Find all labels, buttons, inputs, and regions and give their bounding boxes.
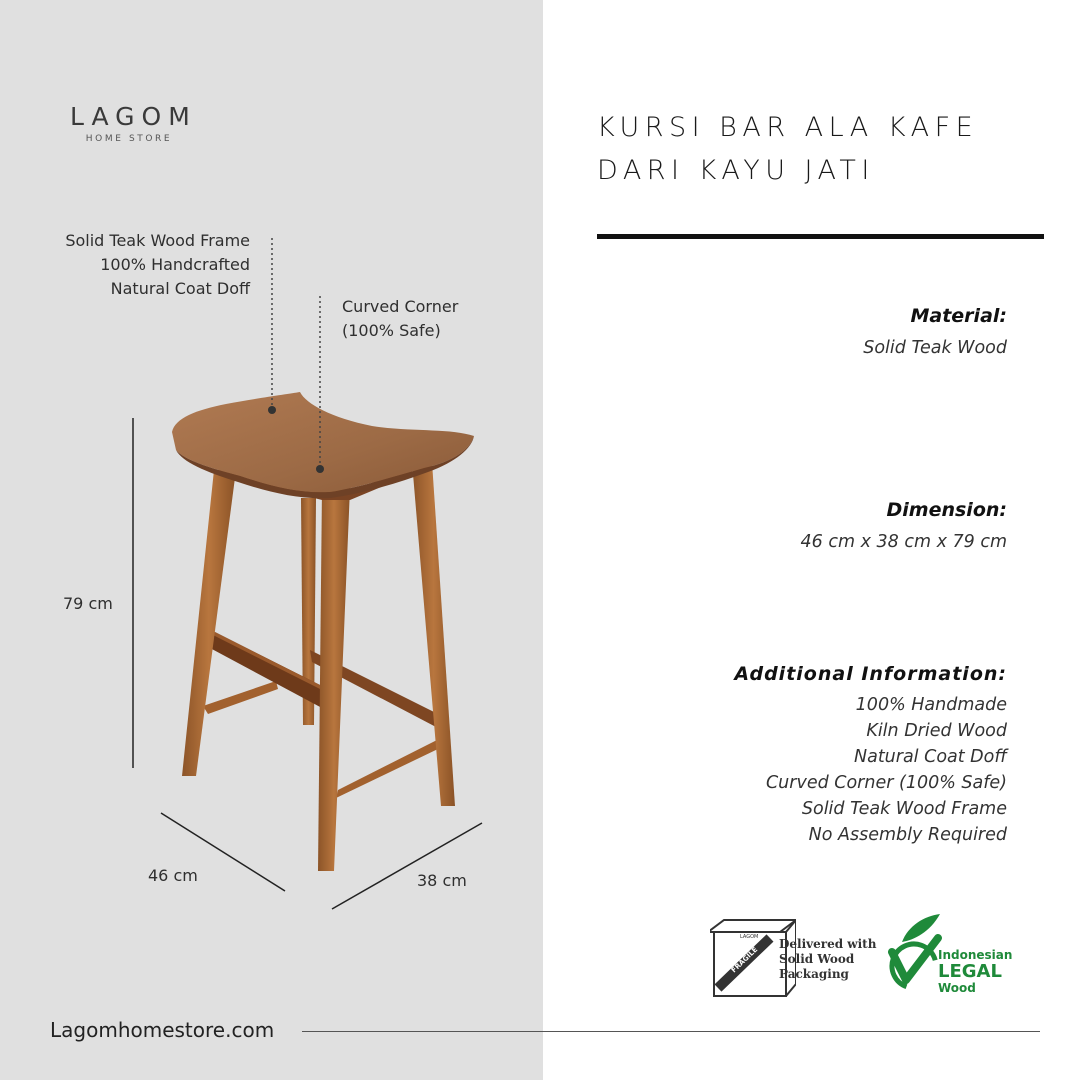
brand-name: LAGOM bbox=[70, 102, 197, 131]
additional-info-section bbox=[734, 661, 1007, 848]
material-heading: Material: bbox=[910, 305, 1007, 327]
title-line-2: DARI KAYU JATI bbox=[597, 155, 875, 186]
additional-info-item: Curved Corner (100% Safe) bbox=[765, 773, 1007, 793]
dimension-section bbox=[801, 497, 1007, 555]
packaging-line: Solid Wood bbox=[779, 952, 855, 966]
additional-info-heading: Additional Information: bbox=[734, 663, 1007, 685]
legal-line-2: LEGAL bbox=[938, 961, 1002, 982]
additional-info-item: No Assembly Required bbox=[808, 825, 1007, 845]
product-title bbox=[597, 106, 978, 192]
material-value: Solid Teak Wood bbox=[863, 338, 1007, 358]
depth-dimension-label: 38 cm bbox=[417, 871, 467, 890]
legal-wood-badge-text bbox=[938, 949, 1012, 995]
box-brand-label: LAGOM bbox=[740, 934, 759, 940]
width-dimension-label: 46 cm bbox=[148, 866, 198, 885]
packaging-line: Packaging bbox=[779, 967, 849, 981]
packaging-badge-text bbox=[779, 937, 876, 982]
website-link[interactable]: Lagomhomestore.com bbox=[50, 1018, 275, 1042]
height-dimension-label: 79 cm bbox=[63, 594, 113, 613]
dimension-value: 46 cm x 38 cm x 79 cm bbox=[800, 532, 1007, 552]
callout-line: Curved Corner bbox=[342, 297, 459, 316]
legal-line-3: Wood bbox=[938, 981, 976, 995]
additional-info-item: 100% Handmade bbox=[855, 695, 1007, 715]
title-line-1: KURSI BAR ALA KAFE bbox=[597, 112, 979, 143]
additional-info-item: Solid Teak Wood Frame bbox=[801, 799, 1007, 819]
fragile-box-icon bbox=[710, 916, 780, 998]
callout-line: (100% Safe) bbox=[342, 321, 441, 340]
brand-subtitle: HOME STORE bbox=[85, 134, 173, 144]
fragile-label: FRAGILE bbox=[729, 945, 760, 975]
callout-line: Solid Teak Wood Frame bbox=[65, 231, 250, 250]
material-section bbox=[863, 303, 1007, 361]
title-divider bbox=[597, 234, 1044, 239]
additional-info-item: Kiln Dried Wood bbox=[866, 721, 1007, 741]
dimension-heading: Dimension: bbox=[886, 499, 1007, 521]
footer-divider bbox=[302, 1031, 1040, 1032]
additional-info-item: Natural Coat Doff bbox=[854, 747, 1007, 767]
packaging-line: Delivered with bbox=[779, 937, 877, 951]
callout-line: Natural Coat Doff bbox=[110, 279, 250, 298]
legal-line-1: Indonesian bbox=[938, 948, 1013, 962]
callout-line: 100% Handcrafted bbox=[100, 255, 250, 274]
